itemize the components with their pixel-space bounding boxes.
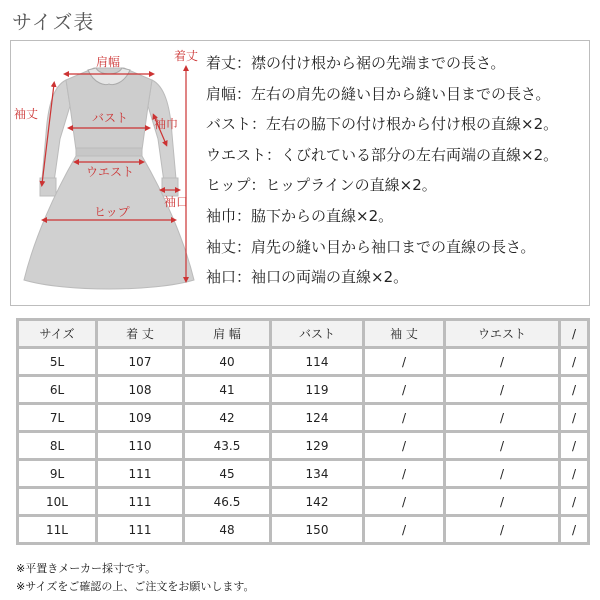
header-blank: /	[561, 321, 587, 346]
cell-sleeve-length: /	[365, 517, 443, 542]
cell-bust: 114	[272, 349, 362, 374]
label-waist: ウエスト	[86, 165, 135, 179]
table-row	[19, 377, 587, 402]
cell-sleeve-length: /	[365, 489, 443, 514]
cell-sleeve-length: /	[365, 461, 443, 486]
label-hip: ヒップ	[94, 205, 130, 219]
label-bust: バスト	[92, 111, 129, 125]
table-row	[19, 433, 587, 458]
cell-waist: /	[446, 349, 558, 374]
cell-sleeve-length: /	[365, 377, 443, 402]
header-size: サイズ	[19, 321, 95, 346]
cell-waist: /	[446, 461, 558, 486]
table-row	[19, 489, 587, 514]
cell-bust: 129	[272, 433, 362, 458]
cell-bust: 124	[272, 405, 362, 430]
measurement-definitions	[206, 48, 586, 293]
cell-shoulder: 48	[185, 517, 269, 542]
cell-blank: /	[561, 405, 587, 430]
cell-sleeve-length: /	[365, 349, 443, 374]
cell-size: 8L	[19, 433, 95, 458]
header-bust: バスト	[272, 321, 362, 346]
cell-bust: 150	[272, 517, 362, 542]
definition-sleeve-width: 袖巾：脇下からの直線×2。	[206, 206, 394, 225]
definition-bust: バスト：左右の脇下の付け根から付け根の直線×2。	[206, 115, 559, 134]
cell-blank: /	[561, 461, 587, 486]
notes	[16, 560, 254, 596]
definition-cuff: 袖口：袖口の両端の直線×2。	[206, 268, 409, 287]
cell-bust: 134	[272, 461, 362, 486]
cell-blank: /	[561, 433, 587, 458]
table-row	[19, 349, 587, 374]
table-row	[19, 405, 587, 430]
table-header-row	[19, 321, 587, 346]
cell-length: 107	[98, 349, 182, 374]
page-title: サイズ表	[12, 10, 95, 34]
label-sleeve-length: 袖丈	[14, 107, 39, 121]
cell-length: 110	[98, 433, 182, 458]
header-waist: ウエスト	[446, 321, 558, 346]
cell-waist: /	[446, 517, 558, 542]
cell-shoulder: 40	[185, 349, 269, 374]
cell-shoulder: 46.5	[185, 489, 269, 514]
cell-length: 108	[98, 377, 182, 402]
cell-size: 9L	[19, 461, 95, 486]
table-row	[19, 461, 587, 486]
cell-waist: /	[446, 433, 558, 458]
cell-sleeve-length: /	[365, 405, 443, 430]
note-confirm: ※サイズをご確認の上、ご注文をお願いします。	[16, 580, 255, 593]
cell-shoulder: 41	[185, 377, 269, 402]
label-shoulder: 肩幅	[96, 55, 121, 69]
definition-waist: ウエスト：くびれている部分の左右両端の直線×2。	[206, 145, 559, 164]
cell-waist: /	[446, 377, 558, 402]
cell-shoulder: 42	[185, 405, 269, 430]
cell-size: 11L	[19, 517, 95, 542]
note-measurement: ※平置きメーカー採寸です。	[16, 562, 157, 575]
label-cuff: 袖口	[164, 195, 189, 209]
cell-blank: /	[561, 349, 587, 374]
cell-waist: /	[446, 489, 558, 514]
cell-blank: /	[561, 517, 587, 542]
table-row	[19, 517, 587, 542]
cell-shoulder: 43.5	[185, 433, 269, 458]
dress-measurement-diagram	[14, 44, 204, 302]
cell-length: 109	[98, 405, 182, 430]
definition-length: 着丈：襟の付け根から裾の先端までの長さ。	[206, 54, 506, 72]
cell-blank: /	[561, 377, 587, 402]
definition-shoulder: 肩幅：左右の肩先の縫い目から縫い目までの長さ。	[206, 84, 551, 103]
cell-sleeve-length: /	[365, 433, 443, 458]
definition-hip: ヒップ：ヒップラインの直線×2。	[206, 176, 437, 195]
header-sleeve-length: 袖 丈	[365, 321, 443, 346]
cell-size: 7L	[19, 405, 95, 430]
cell-length: 111	[98, 489, 182, 514]
definition-sleeve-length: 袖丈：肩先の縫い目から袖口までの直線の長さ。	[206, 237, 536, 256]
cell-size: 5L	[19, 349, 95, 374]
label-length: 着丈	[174, 49, 199, 63]
header-shoulder: 肩 幅	[185, 321, 269, 346]
cell-length: 111	[98, 461, 182, 486]
cell-blank: /	[561, 489, 587, 514]
cell-waist: /	[446, 405, 558, 430]
cell-size: 6L	[19, 377, 95, 402]
cell-bust: 119	[272, 377, 362, 402]
header-length: 着 丈	[98, 321, 182, 346]
cell-shoulder: 45	[185, 461, 269, 486]
cell-bust: 142	[272, 489, 362, 514]
cell-size: 10L	[19, 489, 95, 514]
size-table	[16, 318, 590, 545]
cell-length: 111	[98, 517, 182, 542]
label-sleeve-width: 袖巾	[154, 117, 179, 131]
